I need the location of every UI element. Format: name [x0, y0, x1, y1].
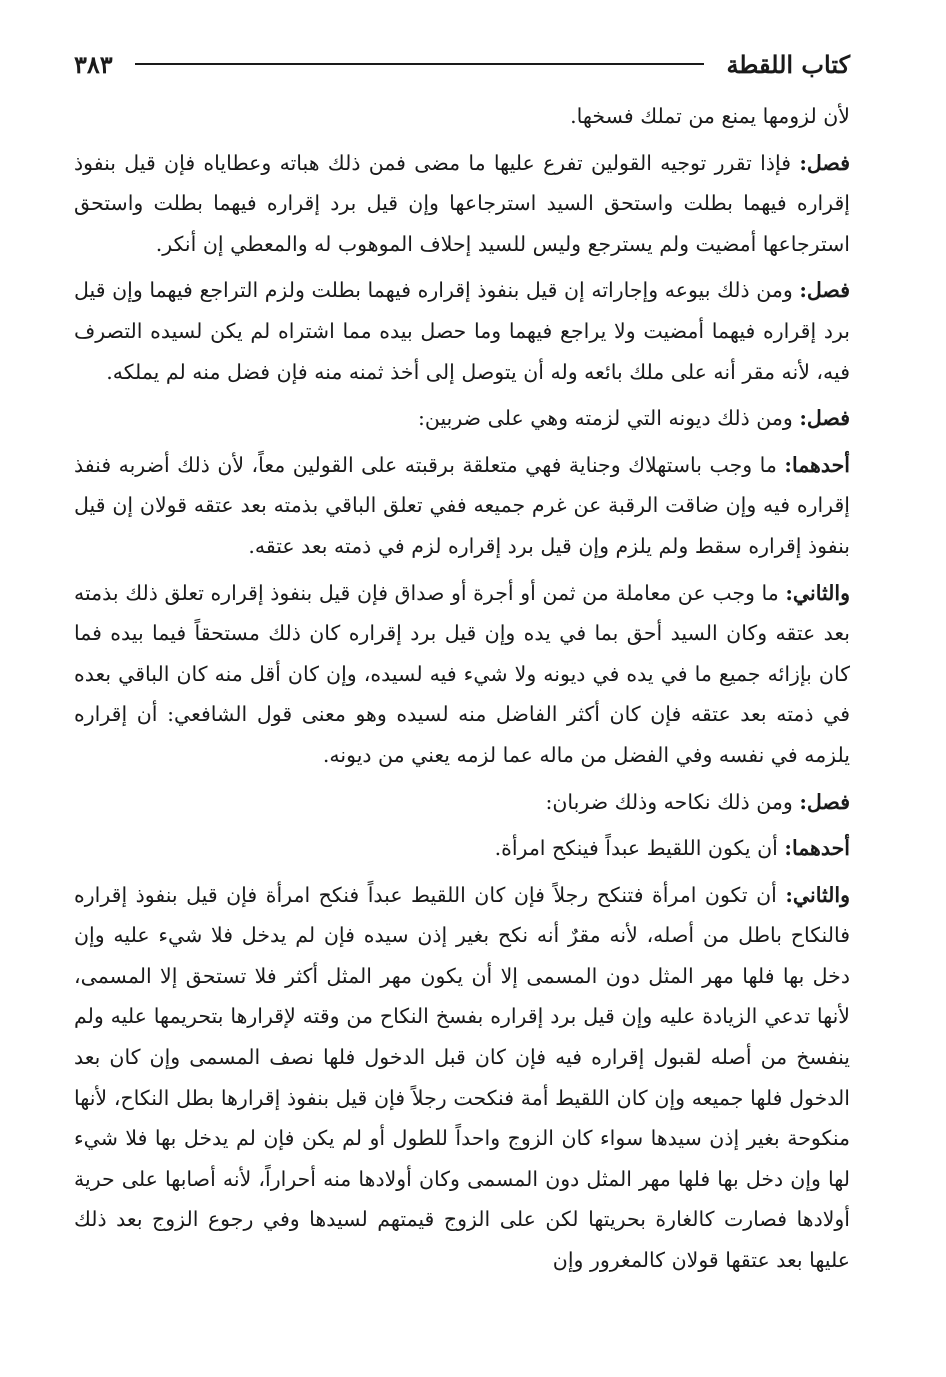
- paragraph: [74, 573, 850, 776]
- page-header: [74, 44, 850, 84]
- paragraph-text: أن يكون اللقيط عبداً فينكح امرأة.: [494, 836, 778, 861]
- paragraph: [74, 445, 850, 567]
- paragraph-label: فصل:: [799, 406, 850, 431]
- paragraph-label: فصل:: [799, 278, 850, 303]
- paragraph-label: فصل:: [799, 789, 850, 814]
- paragraph: [74, 828, 850, 869]
- paragraph-text: لأن لزومها يمنع من تملك فسخها.: [570, 104, 850, 128]
- paragraph: [74, 143, 850, 265]
- paragraph-text: أن تكون امرأة فتنكح رجلاً فإن كان اللقيط عبداً فنكح امرأة فإن قيل بنفوذ إقراره فالنكاح باطل من أصله، لأنه مقرٌ أنه نكح بغير إذن سيده فإن لم يدخل فلا شيء عليه وإن دخل بها فلها مهر المثل دون المسمى إلا أن يكون مهر المثل أكثر فلا تستحق إلا المسمى، لأنها تدعي الزيادة عليه وإن قيل برد إقراره بفسخ النكاح من وقته لإقرارها بتحريمها عليه ولم ينفسخ من أصله لقبول إقراره فيه فإن كان قبل الدخول فلها نصف المسمى وإن كان بعد الدخول فلها جميعه وإن كان اللقيط أمة فنكحت رجلاً فإن قيل بنفوذ إقرارها بطل النكاح، لأنها منكوحة بغير إذن سيدها سواء كان الزوج واحداً للطول أو لم يكن فإن لم يدخل بها فلا شيء لها وإن دخل بها فلها مهر المثل دون المسمى وكان أولادها منه أحراراً، لأنه أصابها على حرية أولادها فصارت كالغارة بحريتها لكن على الزوج قيمتهم لسيدها وفي رجوع الزوج بعد ذلك عليها بعد عتقها قولان كالمغرور وإن: [74, 882, 850, 1273]
- paragraph-text: ومن ذلك ديونه التي لزمته وهي على ضربين:: [417, 406, 793, 431]
- paragraph-text: ومن ذلك بيوعه وإجاراته إن قيل بنفوذ إقراره فيهما بطلت ولزم التراجع فيهما وإن قيل برد إقراره فيهما أمضيت ولا يراجع فيهما وما حصل بيده مما اشتراه لم يكن لسيده التصرف فيه، لأنه مقر أنه على ملك بائعه وله أن يتوصل إلى أخذ ثمنه منه فإن فضل منه لم يملكه.: [74, 278, 850, 384]
- paragraph-text: ما وجب باستهلاك وجناية فهي متعلقة برقبته على القولين معاً، لأن ذلك أضربه فنفذ إقراره فيه وإن ضاقت الرقبة عن غرم جميعه ففي تعلق الباقي بذمته بعد عتقه قولان إن قيل بنفوذ إقراره سقط ولم يلزم وإن قيل برد إقراره لزم في ذمته بعد عتقه.: [74, 452, 850, 558]
- paragraph: [74, 782, 850, 823]
- paragraph-label: والثاني:: [785, 580, 850, 605]
- paragraph-text: ما وجب عن معاملة من ثمن أو أجرة أو صداق فإن قيل بنفوذ إقراره تعلق ذلك بذمته بعد عتقه وكان السيد أحق بما في يده وإن قيل برد إقراره كان ذلك مستحقاً فيما بيده فما كان بإزائه جميع ما في يده في ديونه ولا شيء فيه لسيده، وإن كان أقل منه كان الباقي بعده في ذمته بعد عتقه فإن كان أكثر الفاضل منه لسيده وهو معنى قول الشافعي: أن إقراره يلزمه في نفسه وفي الفضل من ماله عما لزمه يعني من ديونه.: [74, 580, 850, 767]
- header-rule: [135, 63, 705, 65]
- paragraph: [74, 875, 850, 1281]
- chapter-title: كتاب اللقطة: [726, 49, 850, 79]
- paragraph-label: فصل:: [799, 150, 850, 175]
- paragraph: [74, 96, 850, 137]
- paragraph-label: والثاني:: [785, 882, 850, 907]
- paragraph: [74, 398, 850, 439]
- page-number: ٣٨٣: [74, 49, 113, 79]
- page-body: [74, 96, 850, 1281]
- paragraph-label: أحدهما:: [784, 836, 850, 861]
- paragraph-label: أحدهما:: [784, 452, 850, 477]
- paragraph: [74, 270, 850, 392]
- paragraph-text: فإذا تقرر توجيه القولين تفرع عليها ما مضى فمن ذلك هباته وعطاياه فإن قيل بنفوذ إقراره فيهما بطلت واستحق السيد استرجاعها وإن قيل برد إقراره فيهما بطلت واستحق استرجاعها أمضيت ولم يسترجع وليس للسيد إحلاف الموهوب له والمعطي إن أنكر.: [74, 150, 850, 256]
- paragraph-text: ومن ذلك نكاحه وذلك ضربان:: [545, 789, 793, 814]
